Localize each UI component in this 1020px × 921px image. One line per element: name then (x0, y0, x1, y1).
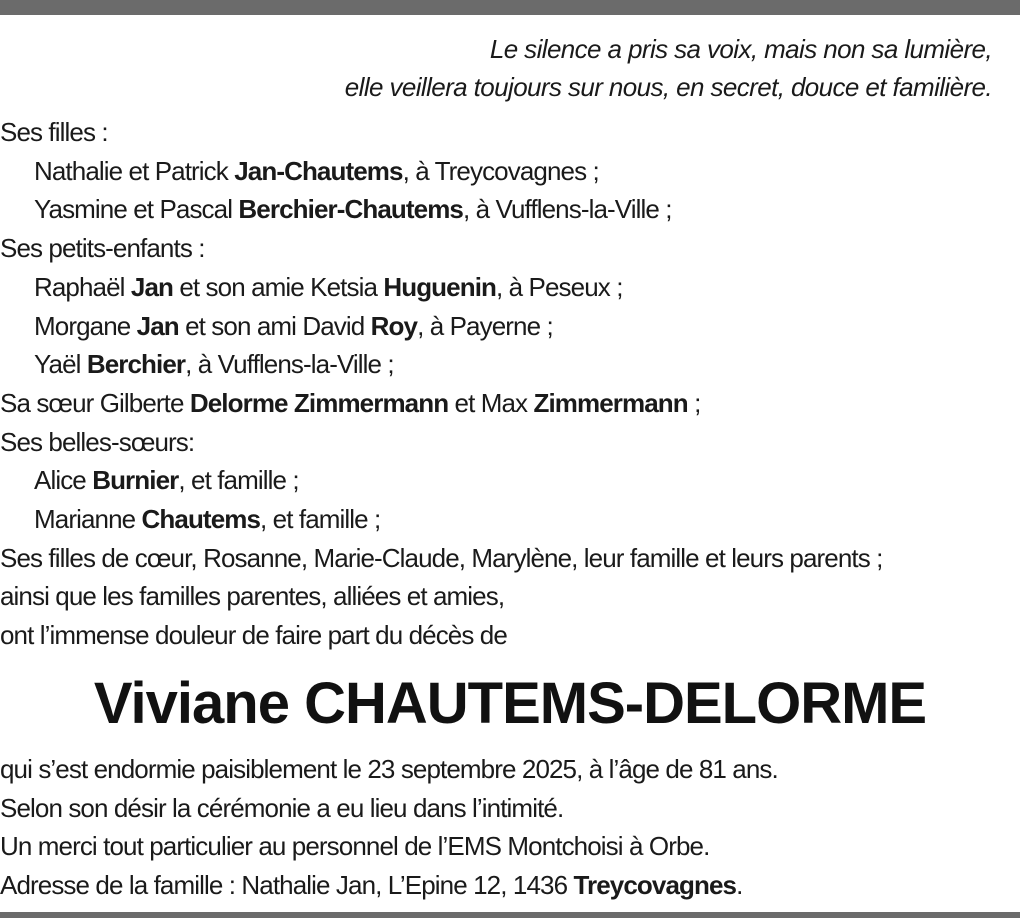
sister-in-law-line-1 (0, 461, 1020, 500)
first-names: Nathalie et Patrick (34, 155, 235, 186)
location: , à Payerne ; (417, 310, 553, 341)
text: et son ami David (178, 310, 371, 341)
grandchild-line-1 (0, 268, 1020, 307)
daughter-line-2 (0, 190, 1020, 229)
text: Raphaël (34, 271, 131, 302)
grandchildren-heading: Ses petits-enfants : (0, 233, 205, 264)
surname: Jan (136, 310, 179, 341)
epigraph-poem (345, 30, 992, 106)
address-city: Treycovagnes (573, 870, 737, 901)
surname: Jan-Chautems (234, 155, 403, 186)
hearts-daughters-line: Ses filles de cœur, Rosanne, Marie-Claude, Marylène, leur famille et leurs parents ; (0, 542, 883, 573)
closing-line-1: qui s’est endormie paisiblement le 23 septembre 2025, à l’âge de 81 ans. (0, 754, 778, 784)
grandchild-line-2 (0, 307, 1020, 346)
surname: Burnier (92, 465, 179, 496)
text: Yaël (34, 349, 87, 380)
surname: Roy (370, 310, 418, 341)
text: Marianne (34, 504, 142, 535)
bottom-rule (0, 912, 1020, 918)
surname: Huguenin (383, 271, 497, 302)
surname: Chautems (141, 504, 261, 535)
text: Sa sœur Gilberte (0, 387, 190, 418)
text: Morgane (34, 310, 137, 341)
text: ; (687, 387, 701, 418)
surname: Berchier (86, 349, 186, 380)
top-rule (0, 0, 1020, 15)
grandchild-line-3 (0, 345, 1020, 384)
text: et son amie Ketsia (173, 271, 384, 302)
address-end: . (736, 870, 743, 901)
surname: Jan (130, 271, 173, 302)
first-names: Yasmine et Pascal (34, 194, 239, 225)
surname: Zimmermann (533, 387, 688, 418)
location: , à Peseux ; (496, 271, 623, 302)
location: , à Vufflens-la-Ville ; (462, 194, 672, 225)
family-address (0, 866, 1020, 905)
daughters-heading: Ses filles : (0, 117, 108, 147)
deceased-name: Viviane CHAUTEMS-DELORME (93, 671, 927, 736)
announcement-line: ont l’immense douleur de faire part du décès de (0, 620, 507, 651)
text: et Max (448, 387, 534, 418)
text: Alice (34, 465, 93, 496)
poem-line-1: Le silence a pris sa voix, mais non sa lumière, (489, 34, 992, 64)
text: , et famille ; (178, 465, 299, 496)
poem-line-2: elle veillera toujours sur nous, en secret, douce et familière. (344, 72, 992, 102)
closing-line-3: Un merci tout particulier au personnel de l’EMS Montchoisi à Orbe. (0, 831, 710, 862)
text: , et famille ; (260, 504, 381, 535)
surname: Berchier-Chautems (238, 194, 463, 225)
sisters-in-law-heading: Ses belles-sœurs: (0, 426, 195, 457)
family-list (0, 113, 1020, 655)
address-text: Adresse de la famille : Nathalie Jan, L’Epine 12, 1436 (0, 870, 574, 901)
families-line: ainsi que les familles parentes, alliées et amies, (0, 581, 505, 612)
location: , à Vufflens-la-Ville ; (185, 349, 394, 380)
sister-in-law-line-2 (0, 500, 1020, 539)
daughter-line-1 (0, 152, 1020, 191)
sister-line (0, 384, 1020, 423)
closing-text (0, 750, 1020, 905)
closing-line-2: Selon son désir la cérémonie a eu lieu dans l’intimité. (0, 792, 564, 823)
location: , à Treycovagnes ; (402, 155, 599, 186)
surname: Delorme Zimmermann (189, 387, 449, 418)
